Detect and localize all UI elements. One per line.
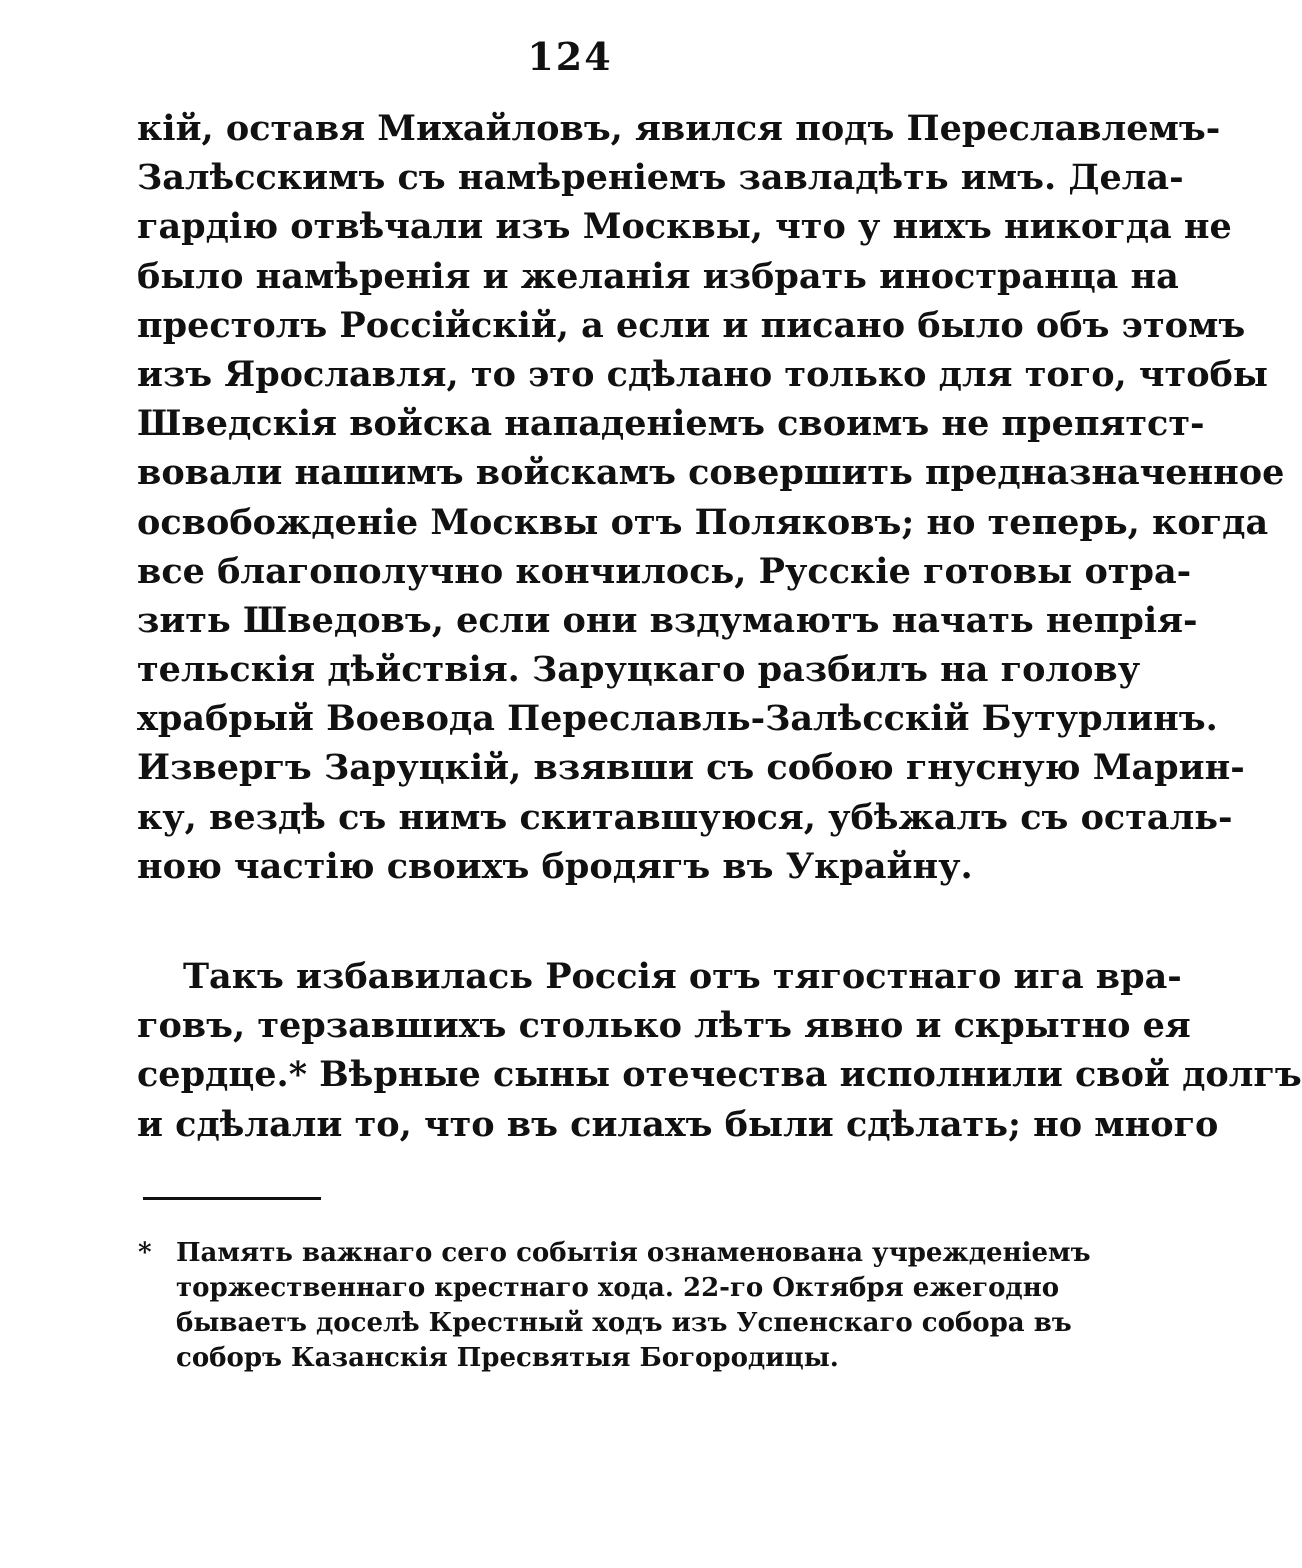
page-number: 124 bbox=[527, 34, 613, 79]
footnote-line: торжественнаго крестнаго хода. 22-го Октября ежегодно bbox=[176, 1273, 1060, 1303]
text-line: вовали нашимъ войскамъ совершить предназначенное bbox=[137, 452, 1285, 494]
footnote bbox=[138, 1236, 1091, 1376]
text-line: было намѣренія и желанія избрать иностранца на bbox=[137, 255, 1179, 297]
text-line: ку, вездѣ съ нимъ скитавшуюся, убѣжалъ съ осталь- bbox=[137, 796, 1233, 838]
text-line: тельскія дѣйствія. Заруцкаго разбилъ на голову bbox=[137, 649, 1141, 691]
text-line: Извергъ Заруцкій, взявши съ собою гнусную Марин- bbox=[137, 747, 1245, 789]
paragraph-2 bbox=[137, 952, 1302, 1149]
footnote-divider bbox=[143, 1197, 321, 1200]
text-line: Залѣсскимъ съ намѣреніемъ завладѣть имъ. Дела- bbox=[137, 157, 1184, 199]
text-line: кій, оставя Михайловъ, явился подъ Переславлемъ- bbox=[137, 108, 1221, 149]
text-line: Шведскія войска нападеніемъ своимъ не препятст- bbox=[137, 403, 1205, 445]
footnote-line: соборъ Казанскія Пресвятыя Богородицы. bbox=[176, 1343, 839, 1373]
footnote-line: Память важнаго сего событія ознаменована учрежденіемъ bbox=[176, 1238, 1091, 1268]
text-line: сердце.* Вѣрные сыны отечества исполнили свой долгъ bbox=[137, 1054, 1302, 1096]
text-line: освобожденіе Москвы отъ Поляковъ; но теперь, когда bbox=[137, 501, 1269, 543]
text-line: Такъ избавилась Россія отъ тягостнаго ига вра- bbox=[183, 956, 1182, 997]
text-line: зить Шведовъ, если они вздумаютъ начать непрія- bbox=[137, 599, 1198, 641]
text-line: гардію отвѣчали изъ Москвы, что у нихъ никогда не bbox=[137, 206, 1232, 248]
text-line: все благополучно кончилось, Русскіе готовы отра- bbox=[137, 550, 1192, 592]
footnote-asterisk: * bbox=[138, 1238, 152, 1268]
footnote-line: бываетъ доселѣ Крестный ходъ изъ Успенскаго собора въ bbox=[176, 1308, 1072, 1338]
paragraph-1 bbox=[137, 104, 1285, 891]
text-line: престолъ Россійскій, а если и писано было объ этомъ bbox=[137, 304, 1246, 346]
text-line: храбрый Воевода Переславль-Залѣсскій Бутурлинъ. bbox=[137, 698, 1218, 740]
text-line: ною частію своихъ бродягъ въ Украйну. bbox=[137, 845, 973, 887]
text-line: говъ, терзавшихъ столько лѣтъ явно и скрытно ея bbox=[137, 1005, 1191, 1047]
text-line: изъ Ярославля, то это сдѣлано только для того, чтобы bbox=[137, 353, 1268, 395]
text-line: и сдѣлали то, что въ силахъ были сдѣлать; но много bbox=[137, 1103, 1219, 1145]
